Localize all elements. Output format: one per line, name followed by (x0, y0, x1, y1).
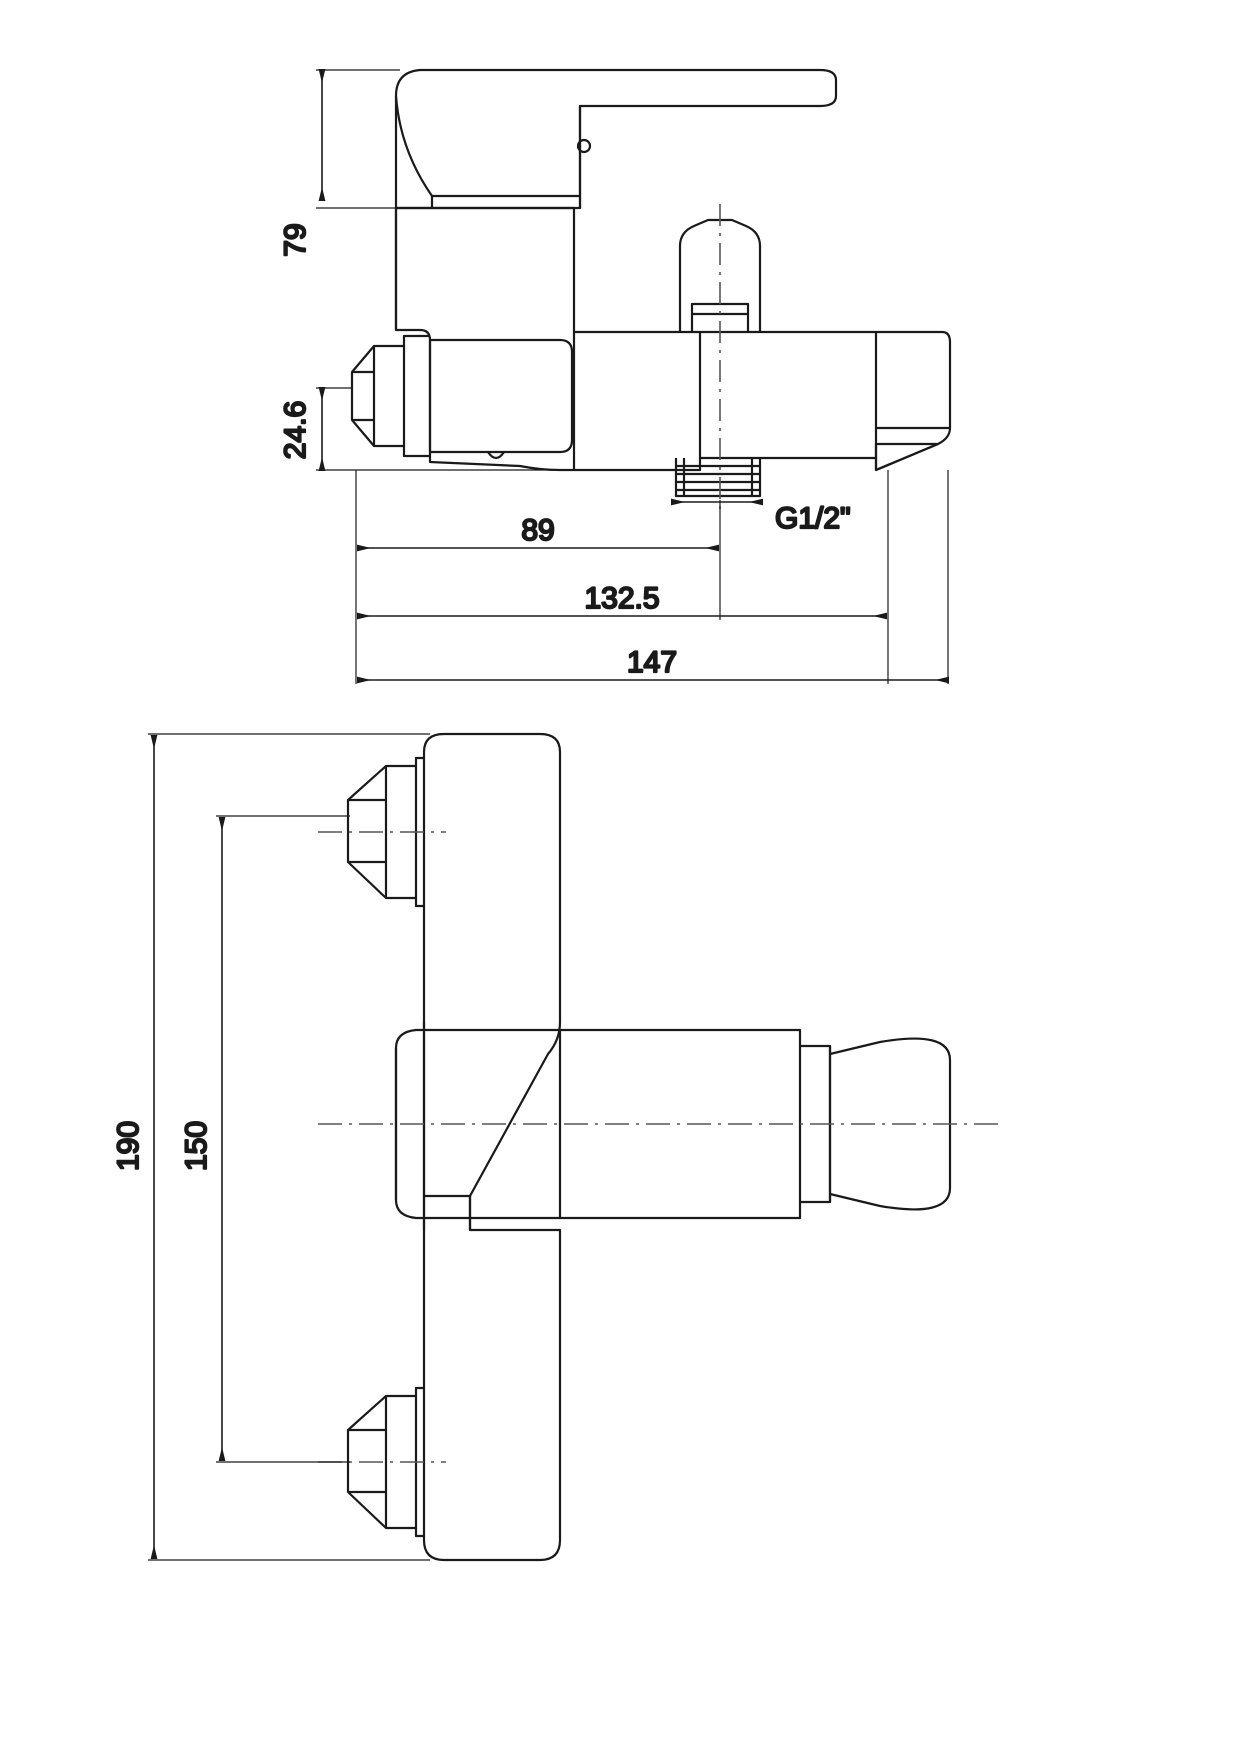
diverter-knob-outline (680, 220, 760, 332)
dimension-label-79: 79 (279, 223, 312, 257)
body-front-outline (424, 734, 560, 1560)
dimension-label-150: 150 (180, 1120, 213, 1172)
lever-handle-outline (396, 70, 836, 208)
front-elevation-view (112, 734, 1000, 1560)
dimension-label-89: 89 (521, 514, 555, 547)
side-elevation-view (279, 70, 950, 684)
centre-lines-front (318, 832, 1000, 1462)
threaded-outlet-g12 (676, 458, 760, 496)
callout-label-g12: G1/2" (775, 502, 851, 535)
dimension-label-147: 147 (626, 646, 678, 679)
mixer-body-outline (396, 208, 950, 470)
dimension-label-24-6: 24.6 (279, 400, 312, 460)
dimension-label-190: 190 (112, 1120, 145, 1172)
dimension-label-132-5: 132.5 (584, 582, 660, 615)
hex-inlet-connector-left (352, 336, 430, 456)
